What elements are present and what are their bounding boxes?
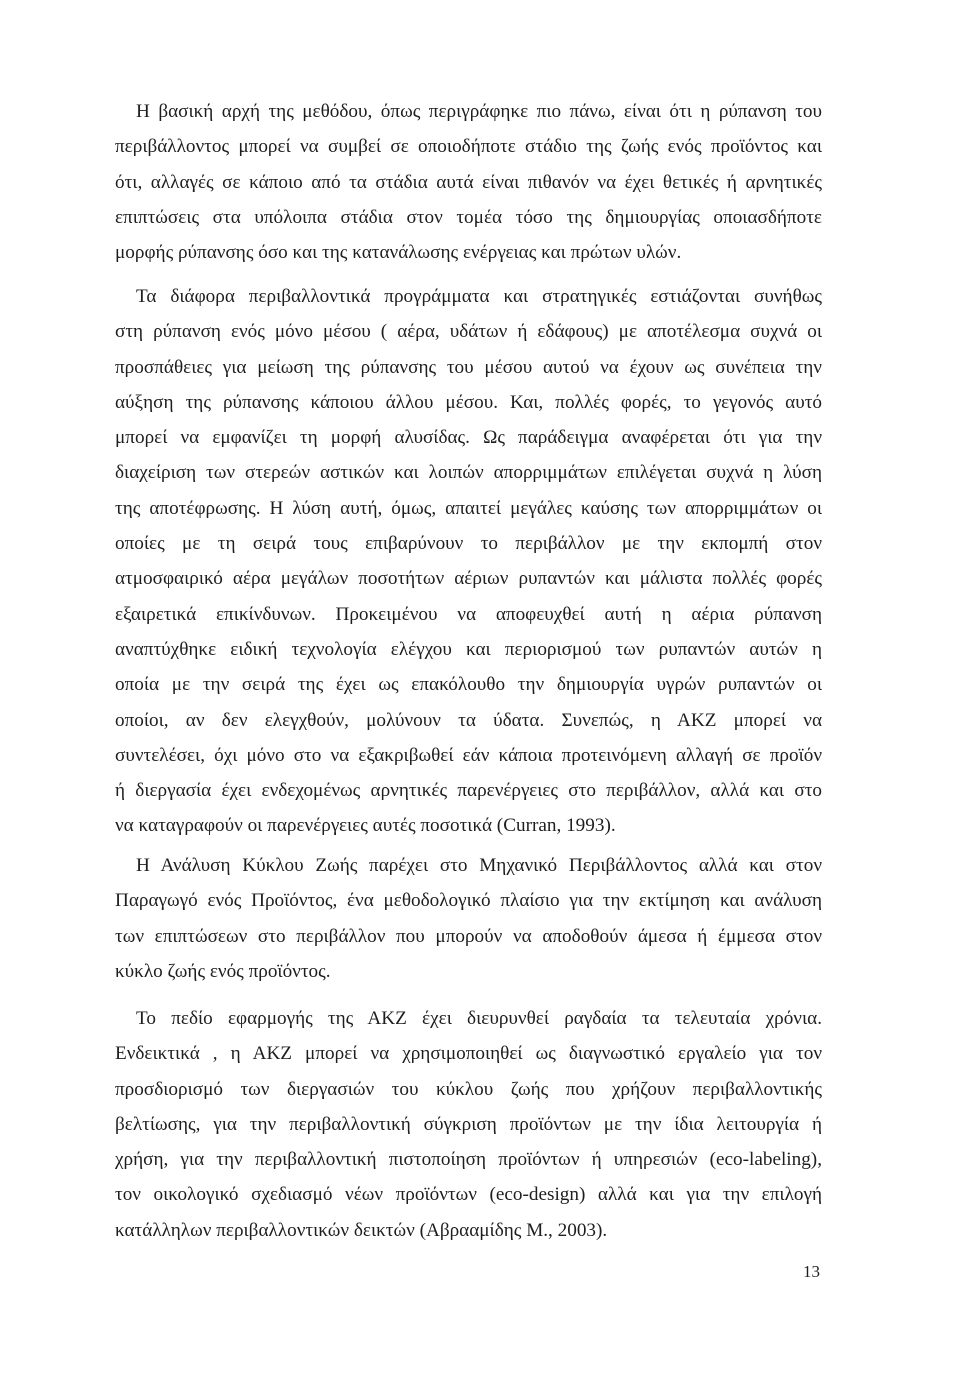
text-line: Η βασική αρχή της μεθόδου, όπως περιγράφηκε πιο πάνω, είναι ότι η ρύπανση του	[136, 101, 822, 122]
text-line: αναπτύχθηκε ειδική τεχνολογία ελέγχου και περιορισμού των ρυπαντών αυτών η	[115, 638, 822, 660]
paragraph-lca-framework	[115, 848, 822, 989]
paragraph-environmental-programs	[115, 279, 822, 844]
paragraph-lca-applications	[115, 1001, 822, 1248]
text-line: βελτίωσης, για την περιβαλλοντική σύγκριση προϊόντων με την ίδια λειτουργία ή	[115, 1113, 822, 1135]
text-line: να καταγραφούν οι παρενέργειες αυτές ποσοτικά (Curran, 1993).	[115, 815, 616, 837]
text-line: προσπάθειες για μείωση της ρύπανσης του μέσου αυτού να έχουν ως συνέπεια την	[115, 356, 822, 378]
text-line: στη ρύπανση ενός μόνο μέσου ( αέρα, υδάτων ή εδάφους) με αποτέλεσμα συχνά οι	[115, 321, 822, 343]
text-line: επιπτώσεις στα υπόλοιπα στάδια στον τομέα τόσο της δημιουργίας οποιασδήποτε	[115, 206, 822, 228]
text-line: Παραγωγό ενός Προϊόντος, ένα μεθοδολογικό πλαίσιο για την εκτίμηση και ανάλυση	[115, 890, 822, 912]
text-line: προσδιορισμό των διεργασιών του κύκλου ζωής που χρήζουν περιβαλλοντικής	[115, 1078, 822, 1100]
text-line: ατμοσφαιρικό αέρα μεγάλων ποσοτήτων αέριων ρυπαντών και μάλιστα πολλές φορές	[115, 568, 822, 590]
text-line: εξαιρετικά επικίνδυνων. Προκειμένου να αποφευχθεί αυτή η αέρια ρύπανση	[115, 603, 822, 625]
text-line: περιβάλλοντος μπορεί να συμβεί σε οποιοδήποτε στάδιο της ζωής ενός προϊόντος και	[115, 136, 822, 158]
text-line: οποία με την σειρά της έχει ως επακόλουθο την δημιουργία υγρών ρυπαντών οι	[115, 674, 822, 696]
text-line: της αποτέφρωσης. Η λύση αυτή, όμως, απαιτεί μεγάλες καύσης των απορριμμάτων οι	[115, 497, 822, 519]
text-line: συντελέσει, όχι μόνο στο να εξακριβωθεί εάν κάποια προτεινόμενη αλλαγή σε προϊόν	[115, 744, 822, 766]
text-line: Ενδεικτικά , η ΑΚΖ μπορεί να χρησιμοποιηθεί ως διαγνωστικό εργαλείο για τον	[115, 1043, 822, 1065]
text-line: κύκλο ζωής ενός προϊόντος.	[115, 960, 331, 982]
text-line: διαχείριση των στερεών αστικών και λοιπών απορριμμάτων επιλέγεται συχνά η λύση	[115, 462, 822, 484]
text-line: οποίοι, αν δεν ελεγχθούν, μολύνουν τα ύδατα. Συνεπώς, η ΑΚΖ μπορεί να	[115, 709, 822, 731]
text-line: κατάλληλων περιβαλλοντικών δεικτών (Αβρααμίδης Μ., 2003).	[115, 1219, 608, 1241]
text-line: ότι, αλλαγές σε κάποιο από τα στάδια αυτά είναι πιθανόν να έχει θετικές ή αρνητικές	[115, 171, 822, 193]
text-line: ή διεργασία έχει ενδεχομένως αρνητικές παρενέργειες στο περιβάλλον, αλλά και στο	[115, 780, 822, 802]
text-line: τον οικολογικό σχεδιασμό νέων προϊόντων (eco-design) αλλά και για την επιλογή	[115, 1184, 822, 1206]
page-number: 13	[803, 1262, 820, 1281]
text-line: οποίες με τη σειρά τους επιβαρύνουν το περιβάλλον με την εκπομπή στον	[115, 533, 822, 555]
text-line: Η Ανάλυση Κύκλου Ζωής παρέχει στο Μηχανικό Περιβάλλοντος αλλά και στον	[136, 855, 822, 876]
text-line: μπορεί να εμφανίζει τη μορφή αλυσίδας. Ως παράδειγμα αναφέρεται ότι για την	[115, 427, 822, 449]
text-line: των επιπτώσεων στο περιβάλλον που μπορούν να αποδοθούν άμεσα ή έμμεσα στον	[115, 925, 822, 947]
text-line: μορφής ρύπανσης όσο και της κατανάλωσης ενέργειας και πρώτων υλών.	[115, 242, 682, 264]
text-line: χρήση, για την περιβαλλοντική πιστοποίηση προϊόντων ή υπηρεσιών (eco-labeling),	[115, 1149, 822, 1171]
text-line: Τα διάφορα περιβαλλοντικά προγράμματα και στρατηγικές εστιάζονται συνήθως	[136, 286, 822, 307]
paragraph-method-principle	[115, 94, 822, 270]
text-line: αύξηση της ρύπανσης κάποιου άλλου μέσου. Και, πολλές φορές, το γεγονός αυτό	[115, 391, 822, 413]
text-line: Το πεδίο εφαρμογής της ΑΚΖ έχει διευρυνθεί ραγδαία τα τελευταία χρόνια.	[136, 1008, 822, 1029]
